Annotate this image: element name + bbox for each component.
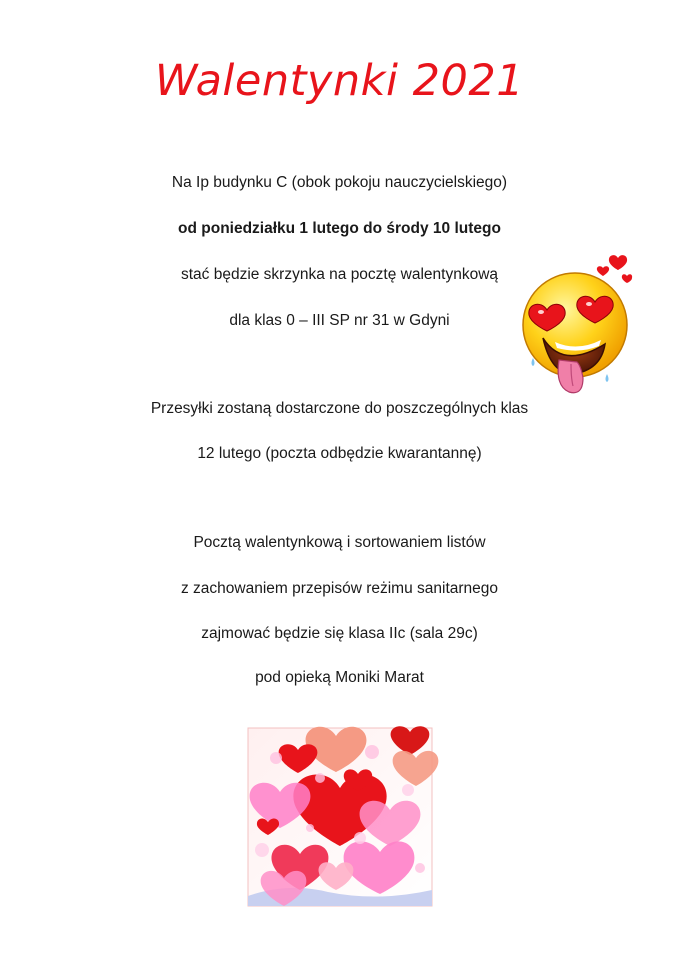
heart-eyes-emoji-icon bbox=[515, 250, 640, 410]
text-line-sorting: Pocztą walentynkową i sortowaniem listów bbox=[193, 534, 486, 551]
text-line-sanitary: z zachowaniem przepisów reżimu sanitarnego bbox=[180, 580, 499, 597]
text-line-location: Na Ip budynku C (obok pokoju nauczycielskiego) bbox=[171, 174, 508, 191]
text-line-delivery: Przesyłki zostaną dostarczone do poszczególnych klas bbox=[150, 400, 529, 417]
text-line-class: zajmować będzie się klasa IIc (sala 29c) bbox=[201, 625, 478, 642]
page-title: Walentynki 2021 bbox=[154, 56, 525, 106]
text-line-delivery-date: 12 lutego (poczta odbędzie kwarantannę) bbox=[197, 445, 482, 462]
hearts-collage-icon bbox=[240, 718, 440, 913]
text-line-dates: od poniedziałku 1 lutego do środy 10 lutego bbox=[178, 220, 501, 237]
text-line-teacher: pod opieką Moniki Marat bbox=[255, 669, 424, 686]
text-line-classes: dla klas 0 – III SP nr 31 w Gdyni bbox=[229, 312, 450, 329]
text-line-mailbox: stać będzie skrzynka na pocztę walentynkową bbox=[180, 266, 499, 283]
